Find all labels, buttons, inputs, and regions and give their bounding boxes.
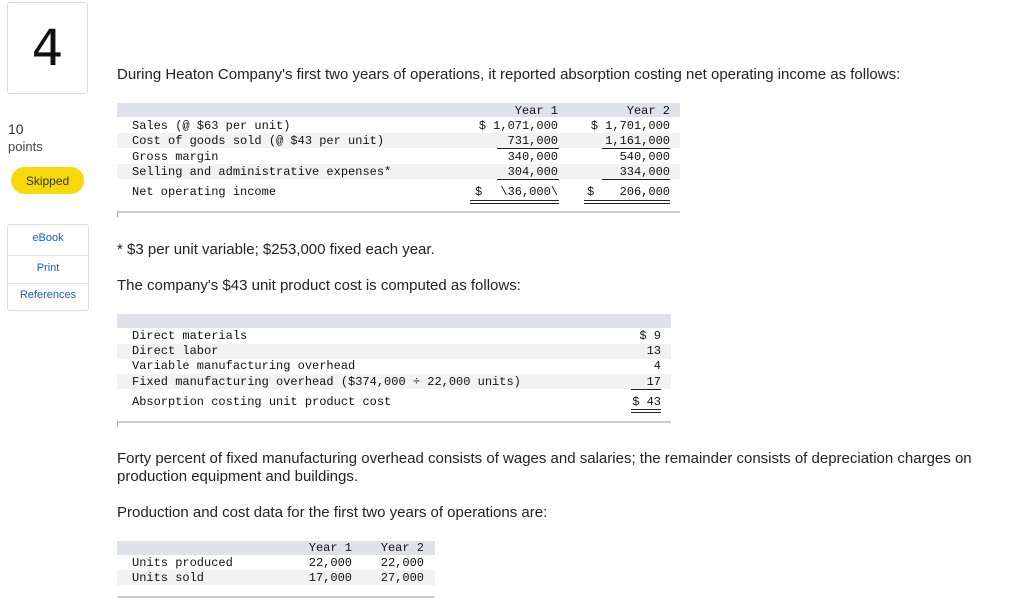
cell-value: 22,000 — [380, 556, 424, 570]
intro-text: During Heaton Company's first two years of operations, it reported absorption costing net operating income as follows: — [117, 66, 901, 83]
subtotal-rule — [497, 148, 559, 149]
cell-value: 17,000 — [308, 571, 352, 585]
row-label: Selling and administrative expenses* — [132, 165, 392, 179]
row-label: Absorption costing unit product cost — [132, 395, 392, 409]
row-label: Units sold — [132, 571, 205, 585]
cell-value: 1,161,000 — [605, 134, 670, 148]
table-corner — [117, 211, 118, 217]
currency-symbol: $ — [587, 185, 595, 199]
subtotal-rule — [631, 389, 661, 390]
row-label: Sales (@ $63 per unit) — [132, 119, 291, 133]
table-footer-rule — [117, 421, 671, 423]
cell-value: $ 1,071,000 — [478, 119, 558, 133]
cell-value: 731,000 — [507, 134, 558, 148]
row-label: Direct materials — [132, 329, 248, 343]
cell-value: 27,000 — [380, 571, 424, 585]
cell-value: 334,000 — [619, 165, 670, 179]
table-header-band — [117, 314, 671, 328]
table-footer-rule — [117, 211, 680, 213]
print-link[interactable]: Print — [36, 262, 60, 274]
row-label: Gross margin — [132, 150, 219, 164]
points-label: points — [8, 139, 43, 154]
unit-cost-intro: The company's $43 unit product cost is computed as follows: — [117, 277, 521, 294]
cell-value: 4 — [653, 359, 661, 373]
cell-value: 17 — [646, 375, 661, 389]
row-label: Direct labor — [132, 344, 219, 358]
resource-links — [7, 224, 89, 311]
col-header-year2: Year 2 — [626, 104, 670, 118]
subtotal-rule — [602, 148, 670, 149]
references-link[interactable]: References — [19, 289, 77, 301]
link-divider — [8, 283, 88, 284]
cell-value: $ 1,701,000 — [590, 119, 670, 133]
cell-value: 540,000 — [619, 150, 670, 164]
row-label: Net operating income — [132, 185, 277, 199]
col-header-year1: Year 1 — [514, 104, 558, 118]
cell-value: 206,000 — [619, 185, 670, 199]
question-number-box — [7, 2, 88, 94]
currency-symbol: $ — [475, 185, 483, 199]
row-label: Fixed manufacturing overhead ($374,000 ÷ 22,000 units) — [132, 375, 521, 389]
link-divider — [8, 255, 88, 256]
question-number: 4 — [31, 19, 64, 77]
total-double-rule — [631, 409, 661, 413]
subtotal-rule — [602, 179, 670, 180]
cell-value: 340,000 — [507, 150, 558, 164]
total-double-rule — [584, 200, 670, 204]
table-footer-rule — [117, 596, 435, 598]
skipped-badge: Skipped — [11, 167, 84, 194]
cell-value: 304,000 — [507, 165, 558, 179]
total-double-rule — [470, 200, 559, 204]
points-value: 10 — [8, 121, 24, 137]
production-intro: Production and cost data for the first two years of operations are: — [117, 504, 548, 521]
cell-value: $ 43 — [632, 395, 661, 409]
row-label: Units produced — [132, 556, 233, 570]
cell-value: 22,000 — [308, 556, 352, 570]
cell-value: $ 9 — [639, 329, 661, 343]
ebook-link[interactable]: eBook — [32, 232, 64, 244]
subtotal-rule — [497, 179, 559, 180]
cell-value: 13 — [646, 344, 661, 358]
table-corner — [117, 421, 118, 427]
col-header-year1: Year 1 — [308, 541, 352, 555]
row-label: Cost of goods sold (@ $43 per unit) — [132, 134, 385, 148]
footnote-text: * $3 per unit variable; $253,000 fixed each year. — [117, 241, 435, 258]
col-header-year2: Year 2 — [380, 541, 424, 555]
cell-value: \36,000\ — [500, 185, 558, 199]
overhead-text: Forty percent of fixed manufacturing overhead consists of wages and salaries; the remainder consists of depreciation charges on production equipment and buildings. — [117, 450, 972, 485]
row-label: Variable manufacturing overhead — [132, 359, 356, 373]
